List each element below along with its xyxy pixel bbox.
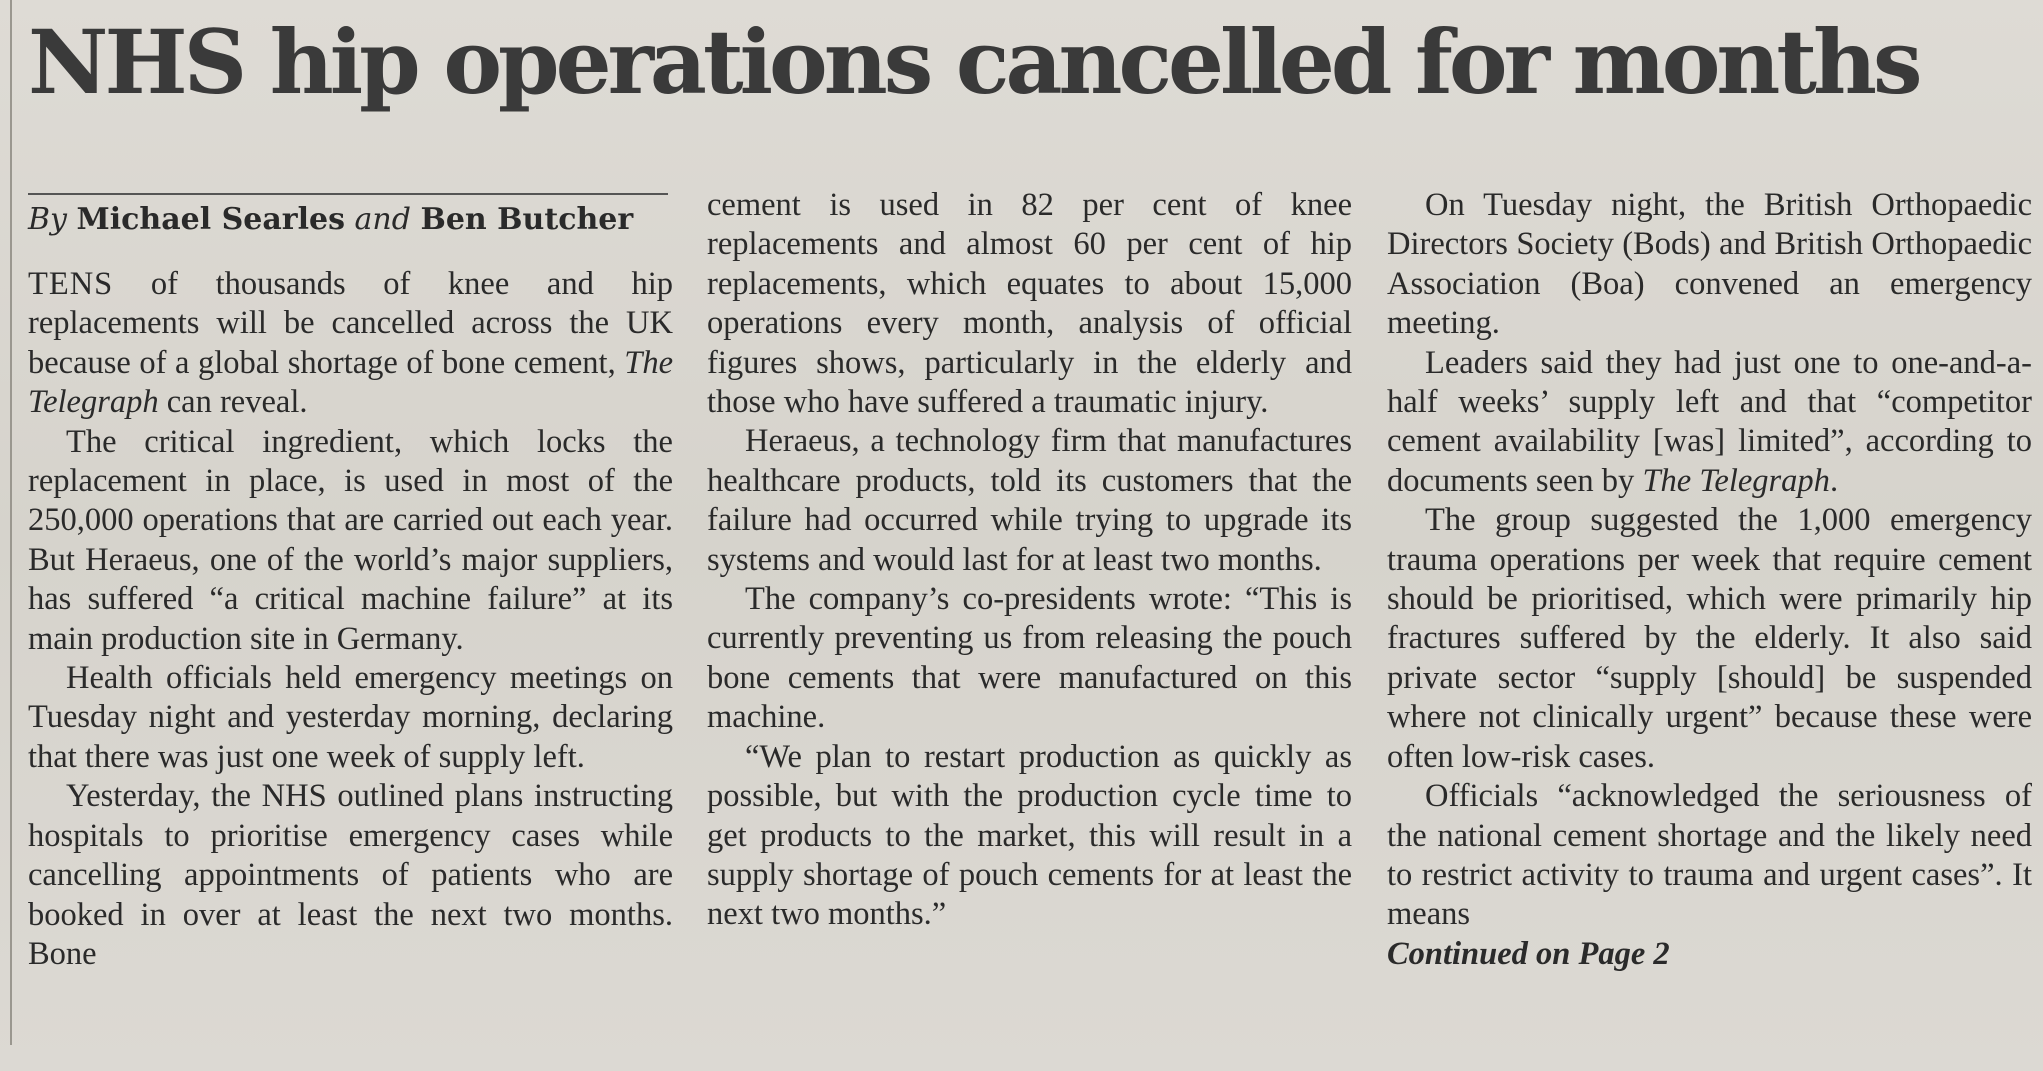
paragraph	[28, 265, 673, 423]
byline-and: and	[354, 202, 411, 237]
continued-link[interactable]: Continued on Page 2	[1387, 935, 1670, 972]
column-rule	[10, 0, 12, 1045]
paragraph: The group suggested the 1,000 emergency trauma operations per week that require cement should be prioritised, which were primarily hip fractures suffered by the elderly. It also said private sector “supply [should] be suspended where not clinically urgent” because these were often low-risk cases.	[1387, 502, 2032, 775]
paragraph: Heraeus, a technology firm that manufactures healthcare products, told its customers that the failure had occurred while trying to upgrade its systems and would last for at least two months.	[707, 423, 1352, 578]
byline-author-1: Michael Searles	[76, 202, 345, 237]
paragraph: On Tuesday night, the British Orthopaedic Directors Society (Bods) and British Orthopaedic Association (Boa) convened an emergency meeting.	[1387, 187, 2032, 342]
text-run: Leaders said they had just one to one-and-a-half weeks’ supply left and that “competitor cement availability [was] limited”, according to documents seen by	[1387, 344, 2032, 499]
text-run: of thousands of knee and hip replacements will be cancelled across the UK because of a global shortage of bone cement,	[28, 266, 673, 381]
text-run: .	[1829, 462, 1839, 499]
byline-by: By	[28, 202, 67, 237]
paragraph: cement is used in 82 per cent of knee replacements and almost 60 per cent of hip replacements, which equates to about 15,000 operations every month, analysis of official figures shows, particularly in the elderly and those who have suffered a traumatic injury.	[707, 187, 1352, 421]
text-run: can reveal.	[158, 384, 308, 421]
paragraph: The company’s co-presidents wrote: “This is currently preventing us from releasing the pouch bone cements that were manufactured on this machine.	[707, 581, 1352, 736]
paragraph: The critical ingredient, which locks the replacement in place, is used in most of the 250,000 operations that are carried out each year. But Heraeus, one of the world’s major suppliers, has suffered “a critical machine failure” at its main production site in Germany.	[28, 423, 673, 657]
drop-lead: TENS	[28, 266, 114, 302]
byline-rule	[28, 193, 668, 195]
article-column-1	[28, 265, 673, 974]
paragraph	[1387, 344, 2032, 502]
paragraph: Yesterday, the NHS outlined plans instructing hospitals to prioritise emergency cases while cancelling appointments of patients who are booked in over at least the next two months. Bone	[28, 778, 673, 972]
paragraph: “We plan to restart production as quickly as possible, but with the production cycle time to get products to the market, this will result in a supply shortage of pouch cements for at least the next two months.”	[707, 738, 1352, 933]
article-column-2	[707, 186, 1352, 935]
headline: NHS hip operations cancelled for months	[28, 10, 1919, 114]
paragraph: Officials “acknowledged the seriousness of the national cement shortage and the likely need to restrict activity to trauma and urgent cases”. It means	[1387, 778, 2032, 933]
publication-name: The Telegraph	[28, 344, 673, 421]
byline-author-2: Ben Butcher	[420, 202, 634, 237]
byline	[28, 200, 668, 240]
publication-name: The Telegraph	[1642, 462, 1830, 499]
article-column-3	[1387, 186, 2032, 974]
paragraph: Health officials held emergency meetings on Tuesday night and yesterday morning, declaring that there was just one week of supply left.	[28, 660, 673, 775]
